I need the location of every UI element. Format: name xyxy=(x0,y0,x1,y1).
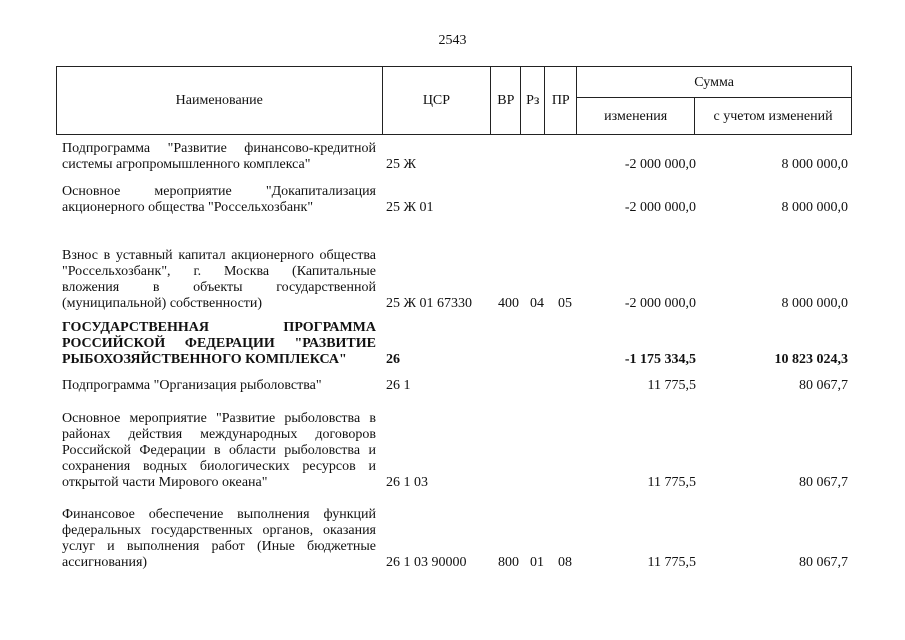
table-body xyxy=(56,140,852,571)
row-csr: 26 1 03 90000 xyxy=(386,555,467,570)
table-row xyxy=(56,312,852,368)
row-total: 80 067,7 xyxy=(799,555,848,570)
row-csr: 26 1 03 xyxy=(386,475,428,490)
row-name: Взнос в уставный капитал акционерного общества "Россельхозбанк", г. Москва (Капитальные вложения в объекты государственной (муниципальной) собственности) xyxy=(62,248,376,311)
row-total: 8 000 000,0 xyxy=(781,296,848,311)
row-pr: 08 xyxy=(558,555,572,570)
row-name: ГОСУДАРСТВЕННАЯ ПРОГРАММА РОССИЙСКОЙ ФЕДЕРАЦИИ "РАЗВИТИЕ РЫБОХОЗЯЙСТВЕННОГО КОМПЛЕКСА" xyxy=(62,320,376,367)
header-csr: ЦСР xyxy=(382,67,491,135)
table-row xyxy=(56,394,852,491)
header-rz: Рз xyxy=(521,67,545,135)
row-total: 8 000 000,0 xyxy=(781,200,848,215)
table-row xyxy=(56,216,852,312)
row-change: -1 175 334,5 xyxy=(624,352,696,367)
table-row xyxy=(56,368,852,394)
row-csr: 25 Ж 01 xyxy=(386,200,434,215)
row-name: Основное мероприятие "Развитие рыболовства в районах действия международных договоров Российской Федерации в области рыболовства и сохранения водных биологических ресурсов и открытой части Мирового океана" xyxy=(62,411,376,490)
header-vr: ВР xyxy=(491,67,521,135)
row-csr: 26 1 xyxy=(386,378,411,393)
row-total: 80 067,7 xyxy=(799,378,848,393)
row-rz: 04 xyxy=(530,296,544,311)
header-with-change: с учетом изменений xyxy=(695,98,852,135)
row-total: 10 823 024,3 xyxy=(774,352,848,367)
row-csr: 25 Ж 01 67330 xyxy=(386,296,473,311)
header-change: изменения xyxy=(577,98,695,135)
row-vr: 800 xyxy=(498,555,519,570)
row-change: -2 000 000,0 xyxy=(624,200,696,215)
table-row xyxy=(56,491,852,571)
row-name: Основное мероприятие "Докапитализация акционерного общества "Россельхозбанк" xyxy=(62,184,376,215)
row-pr: 05 xyxy=(558,296,572,311)
row-change: 11 775,5 xyxy=(647,475,696,490)
row-name: Финансовое обеспечение выполнения функций федеральных государственных органов, оказания услуг и выполнения работ (Иные бюджетные ассигнования) xyxy=(62,507,376,570)
row-change: 11 775,5 xyxy=(647,378,696,393)
header-sum: Сумма xyxy=(577,67,852,98)
table-header xyxy=(56,66,852,135)
row-name: Подпрограмма "Развитие финансово-кредитной системы агропромышленного комплекса" xyxy=(62,141,376,172)
table-row xyxy=(56,140,852,173)
row-change: -2 000 000,0 xyxy=(624,157,696,172)
header-pr: ПР xyxy=(545,67,577,135)
row-change: 11 775,5 xyxy=(647,555,696,570)
row-vr: 400 xyxy=(498,296,519,311)
row-rz: 01 xyxy=(530,555,544,570)
table-row xyxy=(56,173,852,216)
row-csr: 26 xyxy=(386,352,400,367)
row-csr: 25 Ж xyxy=(386,157,417,172)
row-name: Подпрограмма "Организация рыболовства" xyxy=(62,378,322,393)
page-number: 2543 xyxy=(438,33,467,48)
row-total: 8 000 000,0 xyxy=(781,157,848,172)
row-change: -2 000 000,0 xyxy=(624,296,696,311)
header-name: Наименование xyxy=(57,67,383,135)
row-total: 80 067,7 xyxy=(799,475,848,490)
